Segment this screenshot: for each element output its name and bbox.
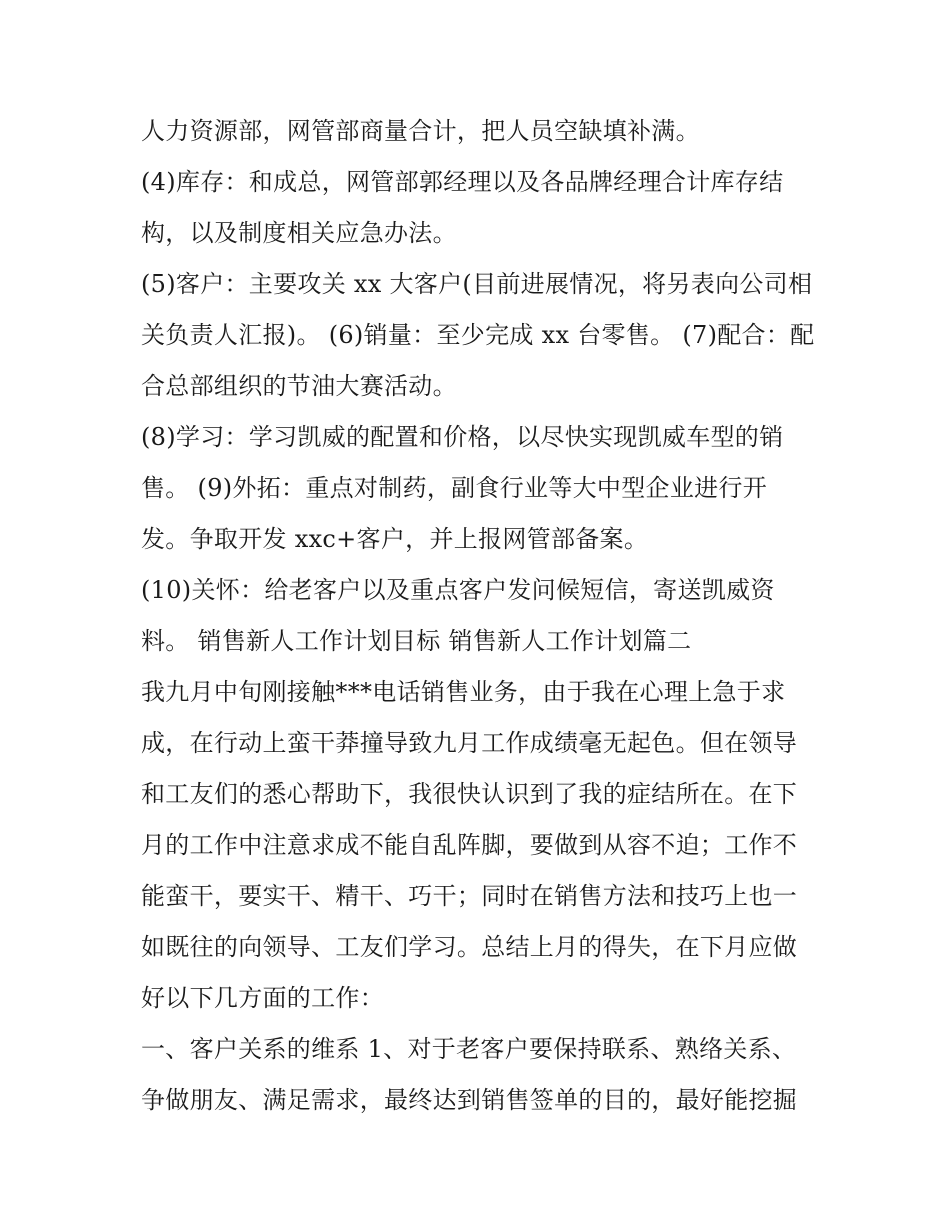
text-line: 发。争取开发 xxc+客户，并上报网管部备案。 [141,525,649,553]
text-line: 合总部组织的节油大赛活动。 [141,372,457,400]
text-line: 构，以及制度相关应急办法。 [141,219,457,247]
text-line: 好以下几方面的工作： [141,984,384,1012]
text-line: 我九月中旬刚接触***电话销售业务，由于我在心理上急于求 [141,678,786,706]
text-line: 月的工作中注意求成不能自乱阵脚，要做到从容不迫；工作不 [141,831,798,859]
text-line: (8)学习：学习凯威的配置和价格，以尽快实现凯威车型的销 [141,423,784,451]
text-line: (10)关怀：给老客户以及重点客户发问候短信，寄送凯威资 [141,576,775,604]
text-line: 成，在行动上蛮干莽撞导致九月工作成绩毫无起色。但在领导 [141,729,798,757]
text-line: 售。 (9)外拓：重点对制药，副食行业等大中型企业进行开 [141,474,768,502]
document-body [141,106,831,1126]
text-line: 争做朋友、满足需求，最终达到销售签单的目的，最好能挖掘 [141,1086,798,1114]
text-line: 和工友们的悉心帮助下，我很快认识到了我的症结所在。在下 [141,780,798,808]
text-line: 一、客户关系的维系 1、对于老客户要保持联系、熟络关系、 [141,1035,797,1063]
text-line: 关负责人汇报)。 (6)销量：至少完成 xx 台零售。 (7)配合：配 [141,321,815,349]
text-line: (5)客户：主要攻关 xx 大客户(目前进展情况，将另表向公司相 [141,270,813,298]
text-line: (4)库存：和成总，网管部郭经理以及各品牌经理合计库存结 [141,168,784,196]
text-line: 如既往的向领导、工友们学习。总结上月的得失，在下月应做 [141,933,798,961]
text-line: 人力资源部，网管部商量合计，把人员空缺填补满。 [141,117,700,145]
text-line: 料。 销售新人工作计划目标 销售新人工作计划篇二 [141,627,692,655]
text-line: 能蛮干，要实干、精干、巧干；同时在销售方法和技巧上也一 [141,882,798,910]
